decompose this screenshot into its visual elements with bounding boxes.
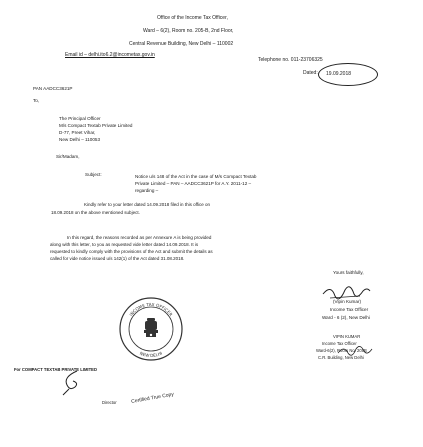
ashoka-emblem-icon xyxy=(144,318,158,337)
para-1-line-1: Kindly refer to your letter dated 14.09.2018 filed in this office on xyxy=(84,202,210,207)
date-value: 19.09.2018 xyxy=(326,71,352,77)
addressee-line-2: M/s Compact Textab Private Limited xyxy=(59,123,133,128)
date-circle xyxy=(318,63,378,86)
closing: Yours faithfully, xyxy=(333,270,364,275)
para-2-line-4: called for vide notice issued u/s 142(1) of the Act dated 31.08.2018. xyxy=(50,256,185,261)
officer-designation: Income Tax Officer xyxy=(330,307,369,312)
director-signature xyxy=(55,369,95,397)
director-label: Director xyxy=(102,400,117,405)
office-address-building: Central Revenue Building, New Delhi – 110002 xyxy=(129,41,234,47)
subject-line-3: regarding – xyxy=(135,188,159,193)
date-label: Dated: xyxy=(303,70,318,76)
subject-label: Subject: xyxy=(85,172,102,177)
office-title: Office of the Income Tax Officer, xyxy=(157,15,228,21)
email-line: Email id – delhi.ito6.2@incometax.gov.in xyxy=(65,52,155,58)
addressee-line-4: New Delhi – 110053 xyxy=(59,137,101,142)
stamp-line-1: VIPIN KUMAR xyxy=(333,334,361,339)
para-2-line-2: along with this letter, to you as requested vide letter dated 14.09.2018. It is xyxy=(50,242,199,247)
certified-true-copy: Certified True Copy xyxy=(130,391,175,405)
office-address-ward: Ward – 6(2), Room no. 205-B, 2nd Floor, xyxy=(143,28,234,34)
subject-line-1: Notice u/s 148 of the Act in the case of M/s Compact Textab xyxy=(135,174,257,179)
to-line: To, xyxy=(33,98,40,103)
officer-ward: Ward - 6 (2), New Delhi xyxy=(322,315,370,320)
company-stamp: For COMPACT TEXTAB PRIVATE LIMITED xyxy=(14,367,97,372)
para-1-line-2: 18.09.2018 on the above mentioned subject. xyxy=(51,210,140,215)
stamp-signature xyxy=(336,343,376,357)
stamp-line-2: Income Tax Officer xyxy=(322,341,357,346)
subject-line-2: Private Limited – PAN – AADCC3621P for A.Y. 2011-12 – xyxy=(135,181,252,186)
seal-bottom-text: NEW DELHI xyxy=(139,350,163,359)
salutation: Sir/Madam, xyxy=(56,154,80,159)
para-2-line-1: In this regard, the reasons recorded as per Annexure A is being provided xyxy=(67,235,212,240)
addressee-line-3: D-77, Preet Vihar, xyxy=(59,130,96,135)
emblem-seal xyxy=(118,296,184,362)
pan-line: PAN AADCC3621P xyxy=(33,86,73,91)
stamp-line-3: Ward-6(2), Room No. 205B xyxy=(316,348,367,353)
para-2-line-3: requested to kindly comply with the provisions of the Act and submit the details as xyxy=(50,249,213,254)
svg-text:NEW DELHI xyxy=(139,351,163,358)
telephone-line: Telephone no. 011-23706325 xyxy=(258,57,323,63)
addressee-line-1: The Principal Officer xyxy=(59,116,101,121)
stamp-line-4: C.R. Building, New Delhi xyxy=(318,355,364,360)
seal-top-text: INCOME TAX OFFICER xyxy=(128,301,174,318)
officer-name: (Vipin Kumar) xyxy=(333,299,361,304)
svg-text:INCOME TAX OFFICER xyxy=(128,302,173,317)
